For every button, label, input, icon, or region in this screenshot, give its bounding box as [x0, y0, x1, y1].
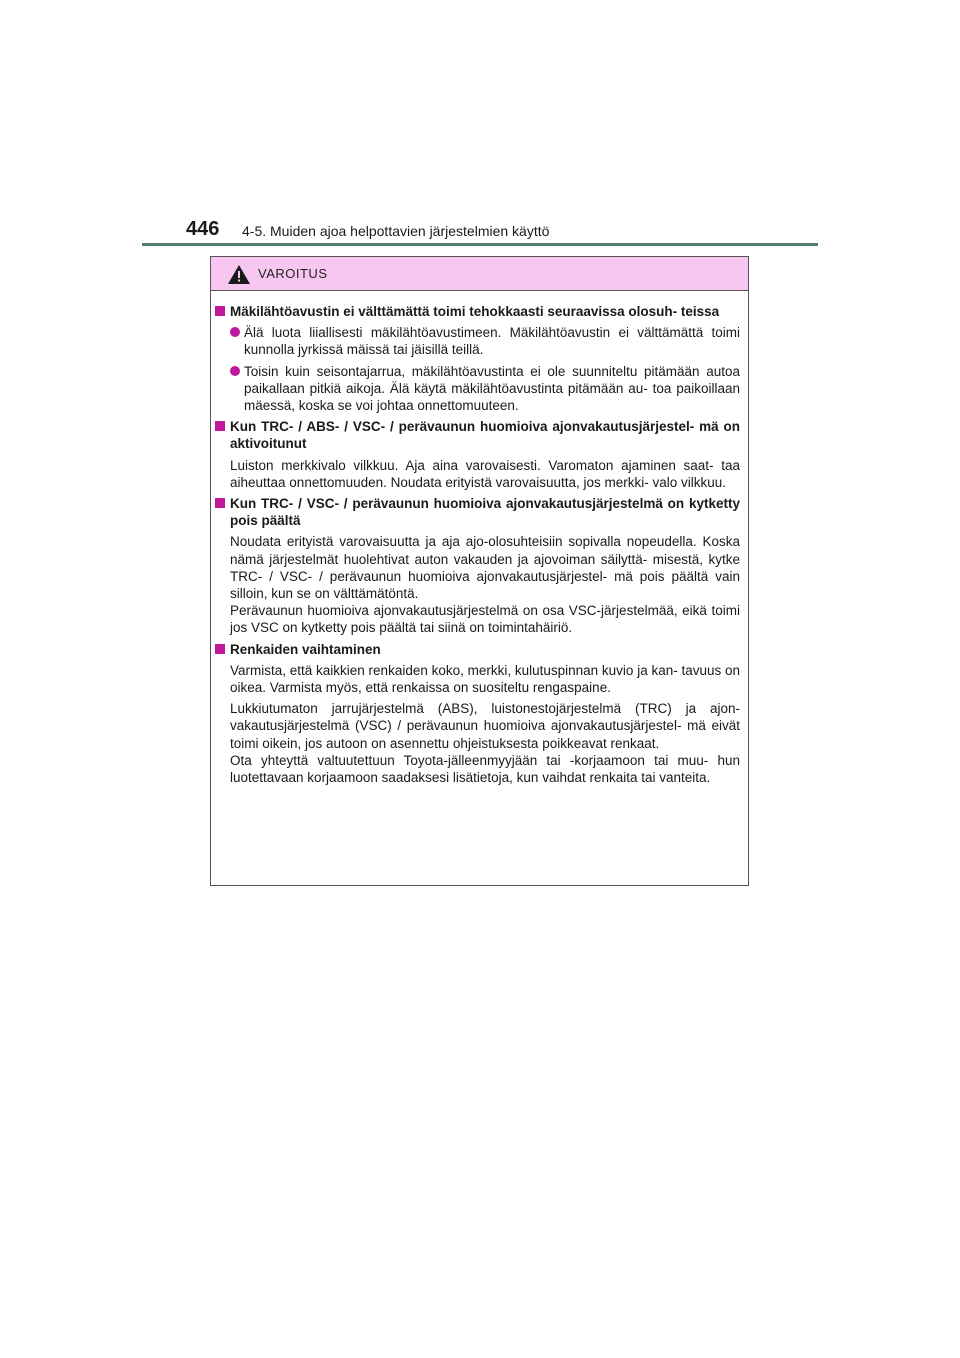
section-paragraph: Luiston merkkivalo vilkkuu. Aja aina varovaisesti. Varomaton ajaminen saat- taa aiheuttaa onnettomuuden. Noudata erityistä varovaisuutta, jos merkki- valo vilkkuu. [230, 457, 740, 490]
warning-section [215, 303, 740, 414]
section-heading: Kun TRC- / VSC- / perävaunun huomioiva ajonvakautusjärjestelmä on kytketty pois päältä [230, 496, 740, 529]
section-title: 4-5. Muiden ajoa helpottavien järjestelmien käyttö [242, 223, 550, 239]
warning-section [215, 418, 740, 491]
section-paragraph: Ota yhteyttä valtuutettuun Toyota-jälleenmyyjään tai -korjaamoon tai muu- hun luotettavaan korjaamoon saadaksesi lisätietoja, kun vaihdat renkaita tai vanteita. [230, 752, 740, 786]
section-marker-icon [215, 498, 225, 508]
warning-label: VAROITUS [258, 266, 328, 281]
section-heading: Renkaiden vaihtaminen [230, 641, 381, 657]
page-header [186, 216, 826, 246]
section-heading: Mäkilähtöavustin ei välttämättä toimi tehokkaasti seuraavissa olosuh- teissa [230, 304, 720, 319]
warning-box [210, 256, 749, 886]
bullet-item [230, 363, 740, 415]
section-paragraph: Noudata erityistä varovaisuutta ja aja ajo-olosuhteisiin sopivalla nopeudella. Koska nämä järjestelmät huolehtivat auton vakauden ja ajovoiman säilyttä- misestä, kytke TRC- / VSC- / perävaunun huomioiva ajonvakautusjärjestel- mä pois päältä vain silloin, kun se on välttämätöntä. [230, 534, 740, 602]
warning-section [215, 641, 740, 787]
section-marker-icon [215, 644, 225, 654]
warning-content [211, 291, 748, 786]
section-paragraph: Perävaunun huomioiva ajonvakautusjärjestelmä on osa VSC-järjestelmää, eikä toimi jos VSC on kytketty pois päältä tai siinä on toimintahäiriö. [230, 603, 740, 636]
bullet-text: Älä luota liiallisesti mäkilähtöavustimeen. Mäkilähtöavustin ei välttämättä toimi kunnolla jyrkissä mäissä tai jäisillä teillä. [244, 325, 740, 358]
bullet-dot-icon [230, 366, 240, 376]
warning-section [215, 495, 740, 637]
section-heading: Kun TRC- / ABS- / VSC- / perävaunun huomioiva ajonvakautusjärjestel- mä on aktivoitunut [230, 419, 740, 452]
bullet-item [230, 324, 740, 358]
header-divider [142, 243, 818, 246]
section-paragraph: Lukkiutumaton jarrujärjestelmä (ABS), luistonestojärjestelmä (TRC) ja ajon- vakautusjärjestelmä (VSC) / perävaunun huomioiva ajonvakautusjärjestel- mä eivät toimi oikein, jos autoon on asennettu ohjeistuksesta poikkeavat renkaat. [230, 701, 740, 751]
page-number: 446 [186, 218, 220, 240]
section-paragraph: Varmista, että kaikkien renkaiden koko, merkki, kulutuspinnan kuvio ja kan- tavuus on oikea. Varmista myös, että renkaissa on suositeltu rengaspaine. [230, 662, 741, 696]
section-marker-icon [215, 306, 225, 316]
bullet-dot-icon [230, 327, 240, 337]
warning-triangle-icon [227, 264, 251, 285]
section-marker-icon [215, 421, 225, 431]
warning-header [211, 257, 748, 291]
bullet-text: Toisin kuin seisontajarrua, mäkilähtöavustinta ei ole suunniteltu pitämään autoa paikallaan pitkiä aikoja. Älä käytä mäkilähtöavustinta pitämään au- toa paikoillaan mäessä, koska se voi johtaa onnettomuuteen. [244, 363, 740, 414]
